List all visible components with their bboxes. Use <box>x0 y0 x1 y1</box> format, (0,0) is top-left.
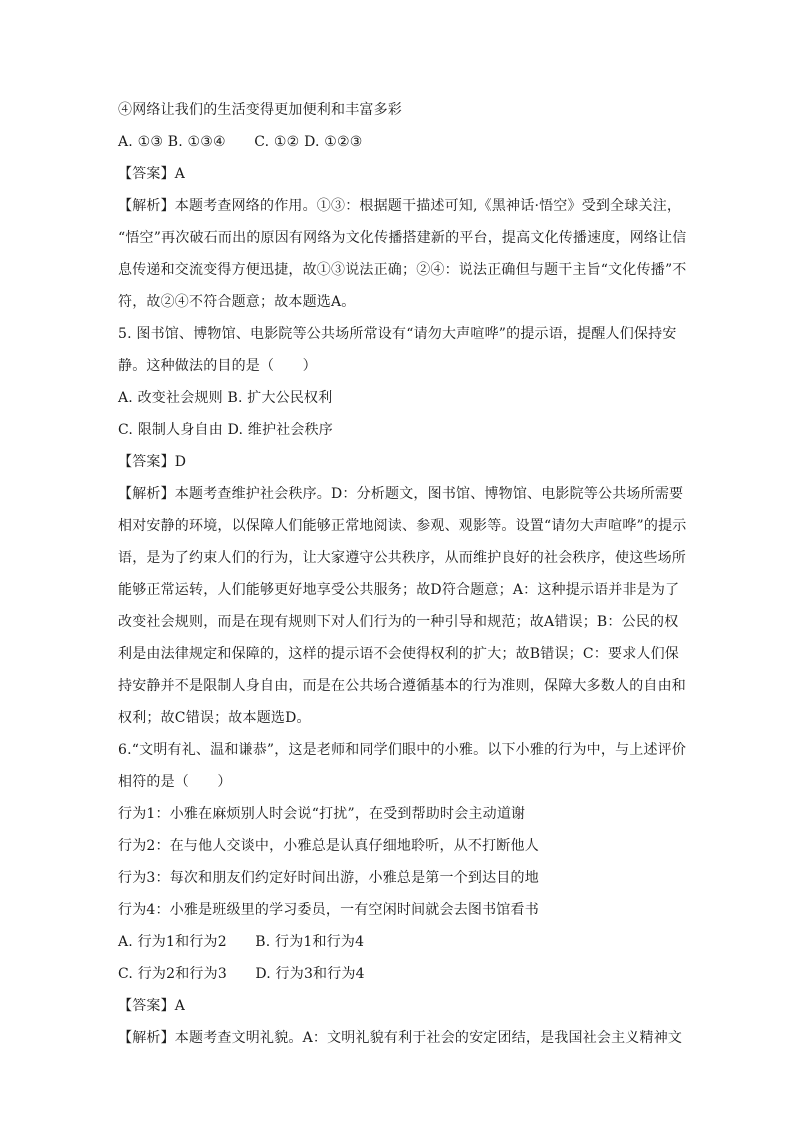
analysis-line: 持安静并不是限制人身自由，而是在公共场合遵循基本的行为准则，保障大多数人的自由和 <box>118 678 686 694</box>
behavior-item: 行为3：每次和朋友们约定好时间出游，小雅总是第一个到达目的地 <box>118 870 539 886</box>
answer-label: 【答案】A <box>118 166 186 182</box>
question-line: 6.“文明有礼、温和谦恭”，这是老师和同学们眼中的小雅。以下小雅的行为中，与上述评价 <box>118 742 687 758</box>
behavior-item: 行为4：小雅是班级里的学习委员，一有空闲时间就会去图书馆看书 <box>118 902 539 918</box>
analysis-line: 相对安静的环境，以保障人们能够正常地阅读、参观、观影等。设置“请勿大声喧哗”的提示 <box>118 518 687 534</box>
behavior-item: 行为1：小雅在麻烦别人时会说“打扰”，在受到帮助时会主动道谢 <box>118 806 526 822</box>
answer-options: C. 行为2和行为3 D. 行为3和行为4 <box>118 966 365 982</box>
analysis-line: 改变社会规则，而是在现有规则下对人们行为的一种引导和规范；故A错误；B：公民的权 <box>118 614 679 630</box>
answer-options: A. ①③ B. ①③④ C. ①② D. ①②③ <box>118 134 363 150</box>
question-line: 5. 图书馆、博物馆、电影院等公共场所常设有“请勿大声喧哗”的提示语，提醒人们保持安 <box>118 326 677 342</box>
answer-options: A. 改变社会规则 B. 扩大公民权利 <box>118 390 333 406</box>
answer-options: C. 限制人身自由 D. 维护社会秩序 <box>118 422 333 438</box>
analysis-line: 【解析】本题考查网络的作用。①③：根据题干描述可知,《黑神话·悟空》受到全球关注， <box>118 198 682 214</box>
analysis-line: 语，是为了约束人们的行为，让大家遵守公共秩序，从而维护良好的社会秩序，使这些场所 <box>118 550 686 566</box>
analysis-line: 符，故②④不符合题意；故本题选A。 <box>118 294 356 310</box>
analysis-line: 【解析】本题考查文明礼貌。A：文明礼貌有利于社会的安定团结，是我国社会主义精神文 <box>118 1030 683 1046</box>
analysis-line: 能够正常运转，人们能够更好地享受公共服务；故D符合题意；A：这种提示语并非是为了 <box>118 582 680 598</box>
answer-options: A. 行为1和行为2 B. 行为1和行为4 <box>118 934 365 950</box>
text-line: ④网络让我们的生活变得更加便利和丰富多彩 <box>118 102 402 118</box>
analysis-line: 息传递和交流变得方便迅捷，故①③说法正确；②④：说法正确但与题干主旨“文化传播”不 <box>118 262 687 278</box>
analysis-line: 权利；故C错误；故本题选D。 <box>118 710 311 726</box>
analysis-line: 利是由法律规定和保障的，这样的提示语不会使得权利的扩大；故B错误；C：要求人们保 <box>118 646 679 662</box>
question-line: 相符的是（ ） <box>118 774 232 790</box>
analysis-line: “悟空”再次破石而出的原因有网络为文化传播搭建新的平台，提高文化传播速度，网络让信 <box>118 230 687 246</box>
answer-label: 【答案】D <box>118 454 187 470</box>
behavior-item: 行为2：在与他人交谈中，小雅总是认真仔细地聆听，从不打断他人 <box>118 838 539 854</box>
analysis-line: 【解析】本题考查维护社会秩序。D：分析题文，图书馆、博物馆、电影院等公共场所需要 <box>118 486 684 502</box>
answer-label: 【答案】A <box>118 998 186 1014</box>
question-line: 静。这种做法的目的是（ ） <box>118 358 317 374</box>
